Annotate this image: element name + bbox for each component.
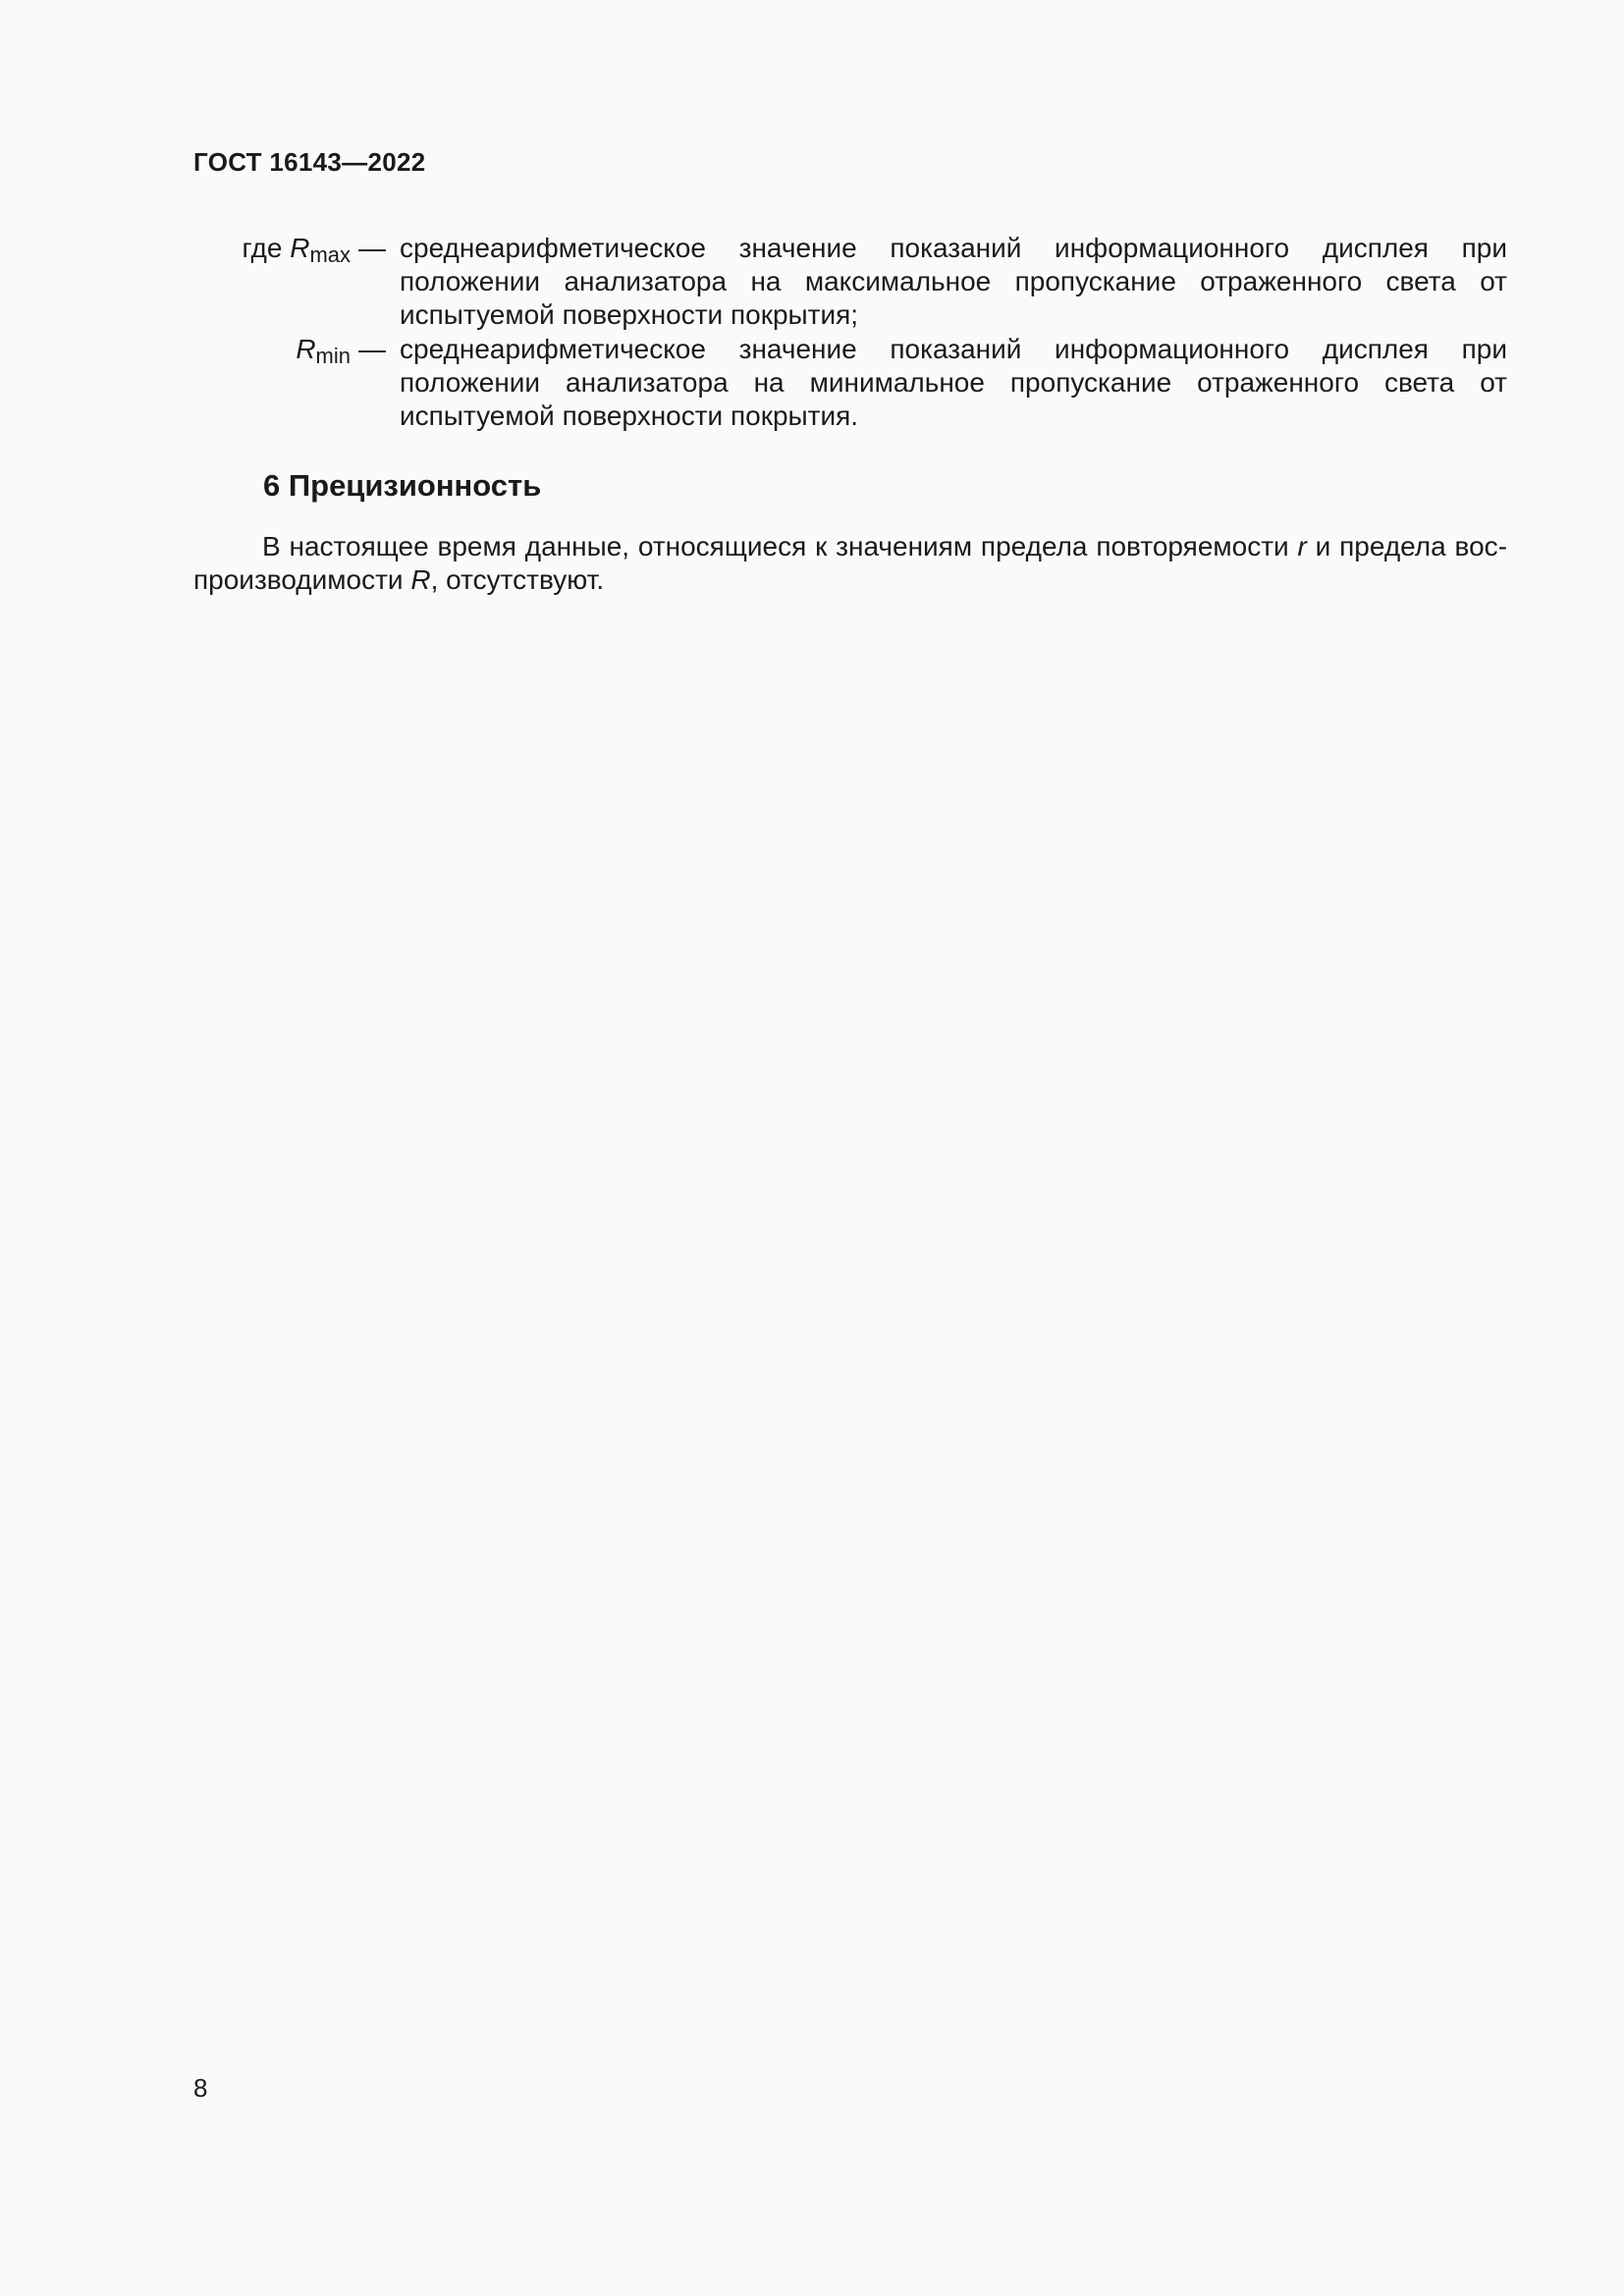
paragraph-text-2: и предела воспроизводимости — [193, 531, 1508, 595]
legend-item-rmax — [193, 232, 1507, 332]
legend-definition: среднеарифметическое значение показаний информационного дисплея при положении анализатора на максимальное пропускание отраженного света от испытуемой поверхности покрытия; — [400, 233, 1507, 330]
section-title: 6 Прецизионность — [263, 468, 542, 503]
symbol-r: R — [290, 233, 310, 263]
document-code-header: ГОСТ 16143—2022 — [193, 147, 426, 177]
section-paragraph — [193, 530, 1507, 597]
formula-legend — [193, 232, 1507, 434]
legend-dash: — — [358, 233, 386, 263]
subscript-max: max — [309, 242, 351, 267]
legend-lead-word: где — [242, 233, 283, 263]
legend-term — [193, 333, 351, 366]
subscript-min: min — [315, 344, 351, 368]
symbol-r-lower: r — [1297, 531, 1307, 561]
paragraph-text-1: В настоящее время данные, относящиеся к значениям предела повторяемости — [262, 531, 1298, 561]
legend-definition: среднеарифметическое значение показаний информационного дисплея при положении анализатора на минимальное пропускание отраженного света от испытуемой поверхности покрытия. — [400, 334, 1507, 431]
legend-item-rmin — [193, 333, 1507, 433]
paragraph-text-3: , отсутствуют. — [430, 564, 605, 595]
page-number: 8 — [193, 2073, 208, 2103]
symbol-r: R — [296, 334, 316, 364]
symbol-r-upper: R — [410, 564, 431, 595]
legend-dash: — — [358, 334, 386, 364]
legend-term — [193, 232, 351, 265]
